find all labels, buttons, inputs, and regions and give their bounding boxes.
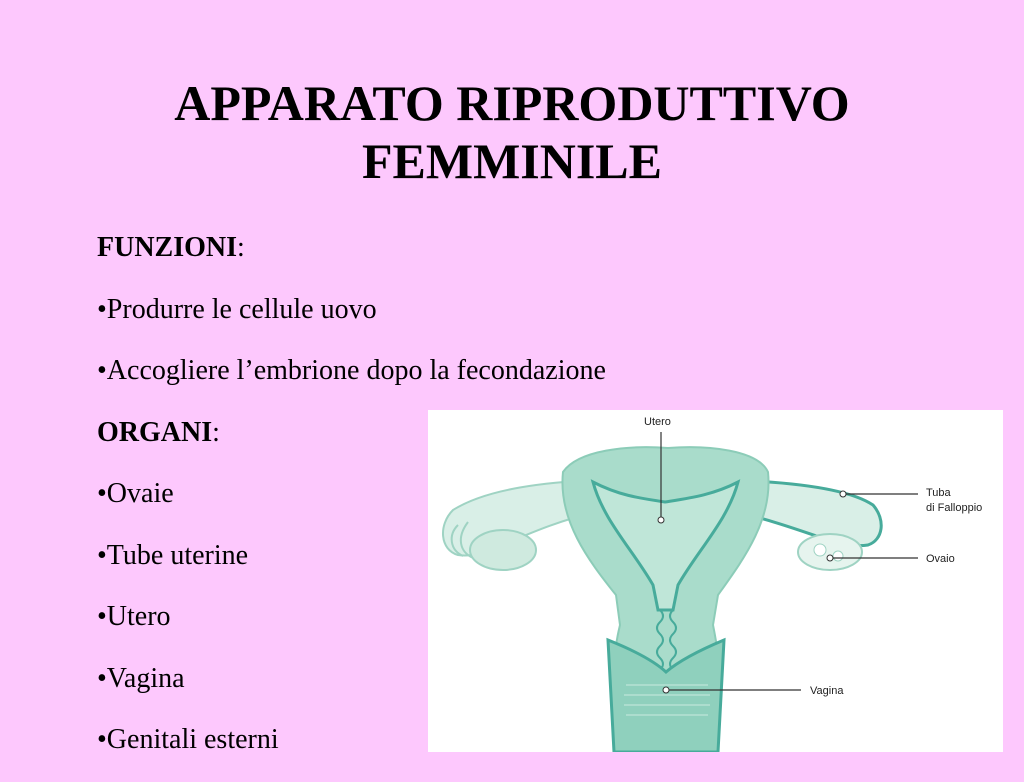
slide-title-line-2: FEMMINILE xyxy=(362,133,662,189)
funzioni-item: •Produrre le cellule uovo xyxy=(97,293,377,325)
funzioni-heading-colon: : xyxy=(237,232,245,263)
uterus-illustration xyxy=(428,410,1003,752)
label-utero: Utero xyxy=(644,416,671,428)
uterus-diagram xyxy=(428,410,1003,752)
slide-title xyxy=(0,74,1024,190)
left-ovary xyxy=(470,530,536,570)
funzioni-item: •Accogliere l’embrione dopo la fecondazione xyxy=(97,355,606,386)
organi-heading-label: ORGANI xyxy=(97,416,213,448)
label-vagina: Vagina xyxy=(810,685,844,697)
ovaio-pointer-dot xyxy=(827,555,833,561)
organi-item: •Vagina xyxy=(97,662,185,694)
funzioni-heading xyxy=(97,228,797,290)
label-di-falloppio: di Falloppio xyxy=(926,502,983,514)
label-tuba: Tuba xyxy=(926,487,951,499)
utero-pointer-dot xyxy=(658,517,664,523)
organi-item: •Tube uterine xyxy=(97,539,249,571)
vagina-pointer-dot xyxy=(663,687,669,693)
organi-heading-colon: : xyxy=(212,416,220,448)
organi-item: •Utero xyxy=(97,601,171,632)
right-ovary xyxy=(798,534,862,570)
organi-item: •Genitali esterni xyxy=(97,724,279,755)
slide-title-line-1: APPARATO RIPRODUTTIVO xyxy=(174,75,850,131)
organi-item: •Ovaie xyxy=(97,478,174,509)
funzioni-heading-label: FUNZIONI xyxy=(97,232,238,263)
ovary-follicle xyxy=(814,544,826,556)
tuba-pointer-dot xyxy=(840,491,846,497)
label-ovaio: Ovaio xyxy=(926,553,955,565)
ovary-follicle xyxy=(833,551,843,561)
